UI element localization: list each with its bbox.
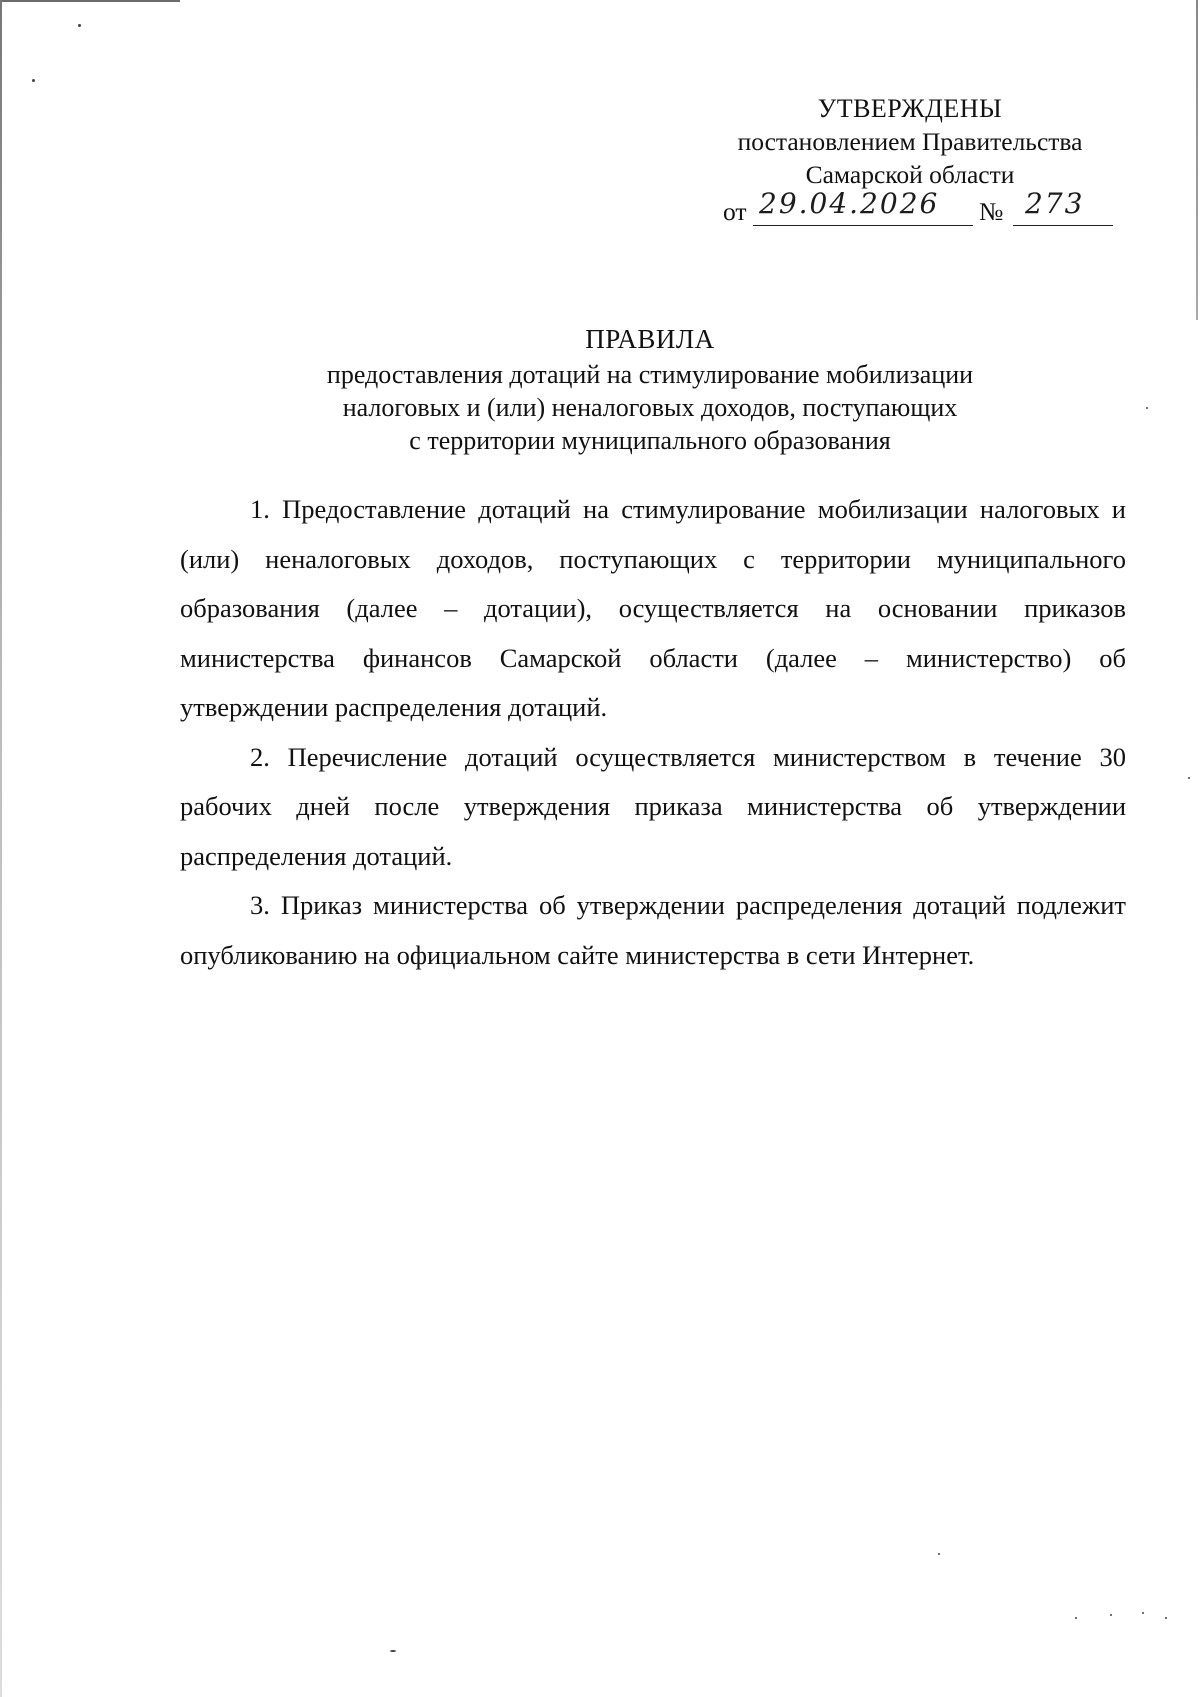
scan-speck [1110, 1614, 1112, 1616]
handwritten-date: 29.04.2026 [759, 187, 940, 220]
paragraph-3: 3. Приказ министерства об утверждении распределения дотаций подлежит опубликованию на официальном сайте министерства в сети Интернет. [180, 890, 1126, 970]
approval-stamp-block [700, 92, 1120, 231]
scan-speck [1142, 1612, 1144, 1614]
scan-edge-right [1196, 0, 1198, 320]
document-body [180, 485, 1126, 980]
scan-speck [938, 1553, 940, 1555]
approval-date-line [700, 187, 1120, 231]
scan-speck [1146, 407, 1148, 409]
document-subtitle-line-3: с территории муниципального образования [409, 426, 891, 455]
scan-speck [1188, 777, 1190, 779]
handwritten-number: 273 [1025, 187, 1085, 220]
scan-speck [1075, 1617, 1077, 1619]
scan-speck [32, 79, 35, 82]
date-field [753, 187, 973, 226]
paragraph-2: 2. Перечисление дотаций осуществляется министерством в течение 30 рабочих дней после утверждения приказа министерства об утверждении распределения дотаций. [180, 741, 1126, 871]
approval-line-1: постановлением Правительства [737, 127, 1083, 156]
scan-speck [1165, 1617, 1167, 1619]
scan-speck [78, 24, 81, 27]
document-heading [200, 323, 1100, 457]
document-subtitle-line-2: налоговых и (или) неналоговых доходов, поступающих [342, 393, 958, 422]
paragraph-1: 1. Предоставление дотаций на стимулирование мобилизации налоговых и (или) неналоговых доходов, поступающих с территории муниципального образования (далее – дотации), осуществляется на основании приказов министерства финансов Самарской области (далее – министерство) об утверждении распределения дотаций. [180, 494, 1126, 722]
date-prefix: от [723, 197, 747, 226]
document-title: ПРАВИЛА [585, 324, 715, 354]
document-subtitle-line-1: предоставления дотаций на стимулирование мобилизации [326, 360, 974, 389]
number-field [1013, 187, 1113, 226]
approval-line-2: Самарской области [805, 160, 1015, 189]
scan-edge-top [0, 0, 180, 2]
number-prefix: № [979, 197, 1004, 226]
scan-edge-left [0, 0, 2, 1697]
scan-speck [390, 1650, 396, 1652]
approval-title: УТВЕРЖДЕНЫ [817, 94, 1003, 123]
